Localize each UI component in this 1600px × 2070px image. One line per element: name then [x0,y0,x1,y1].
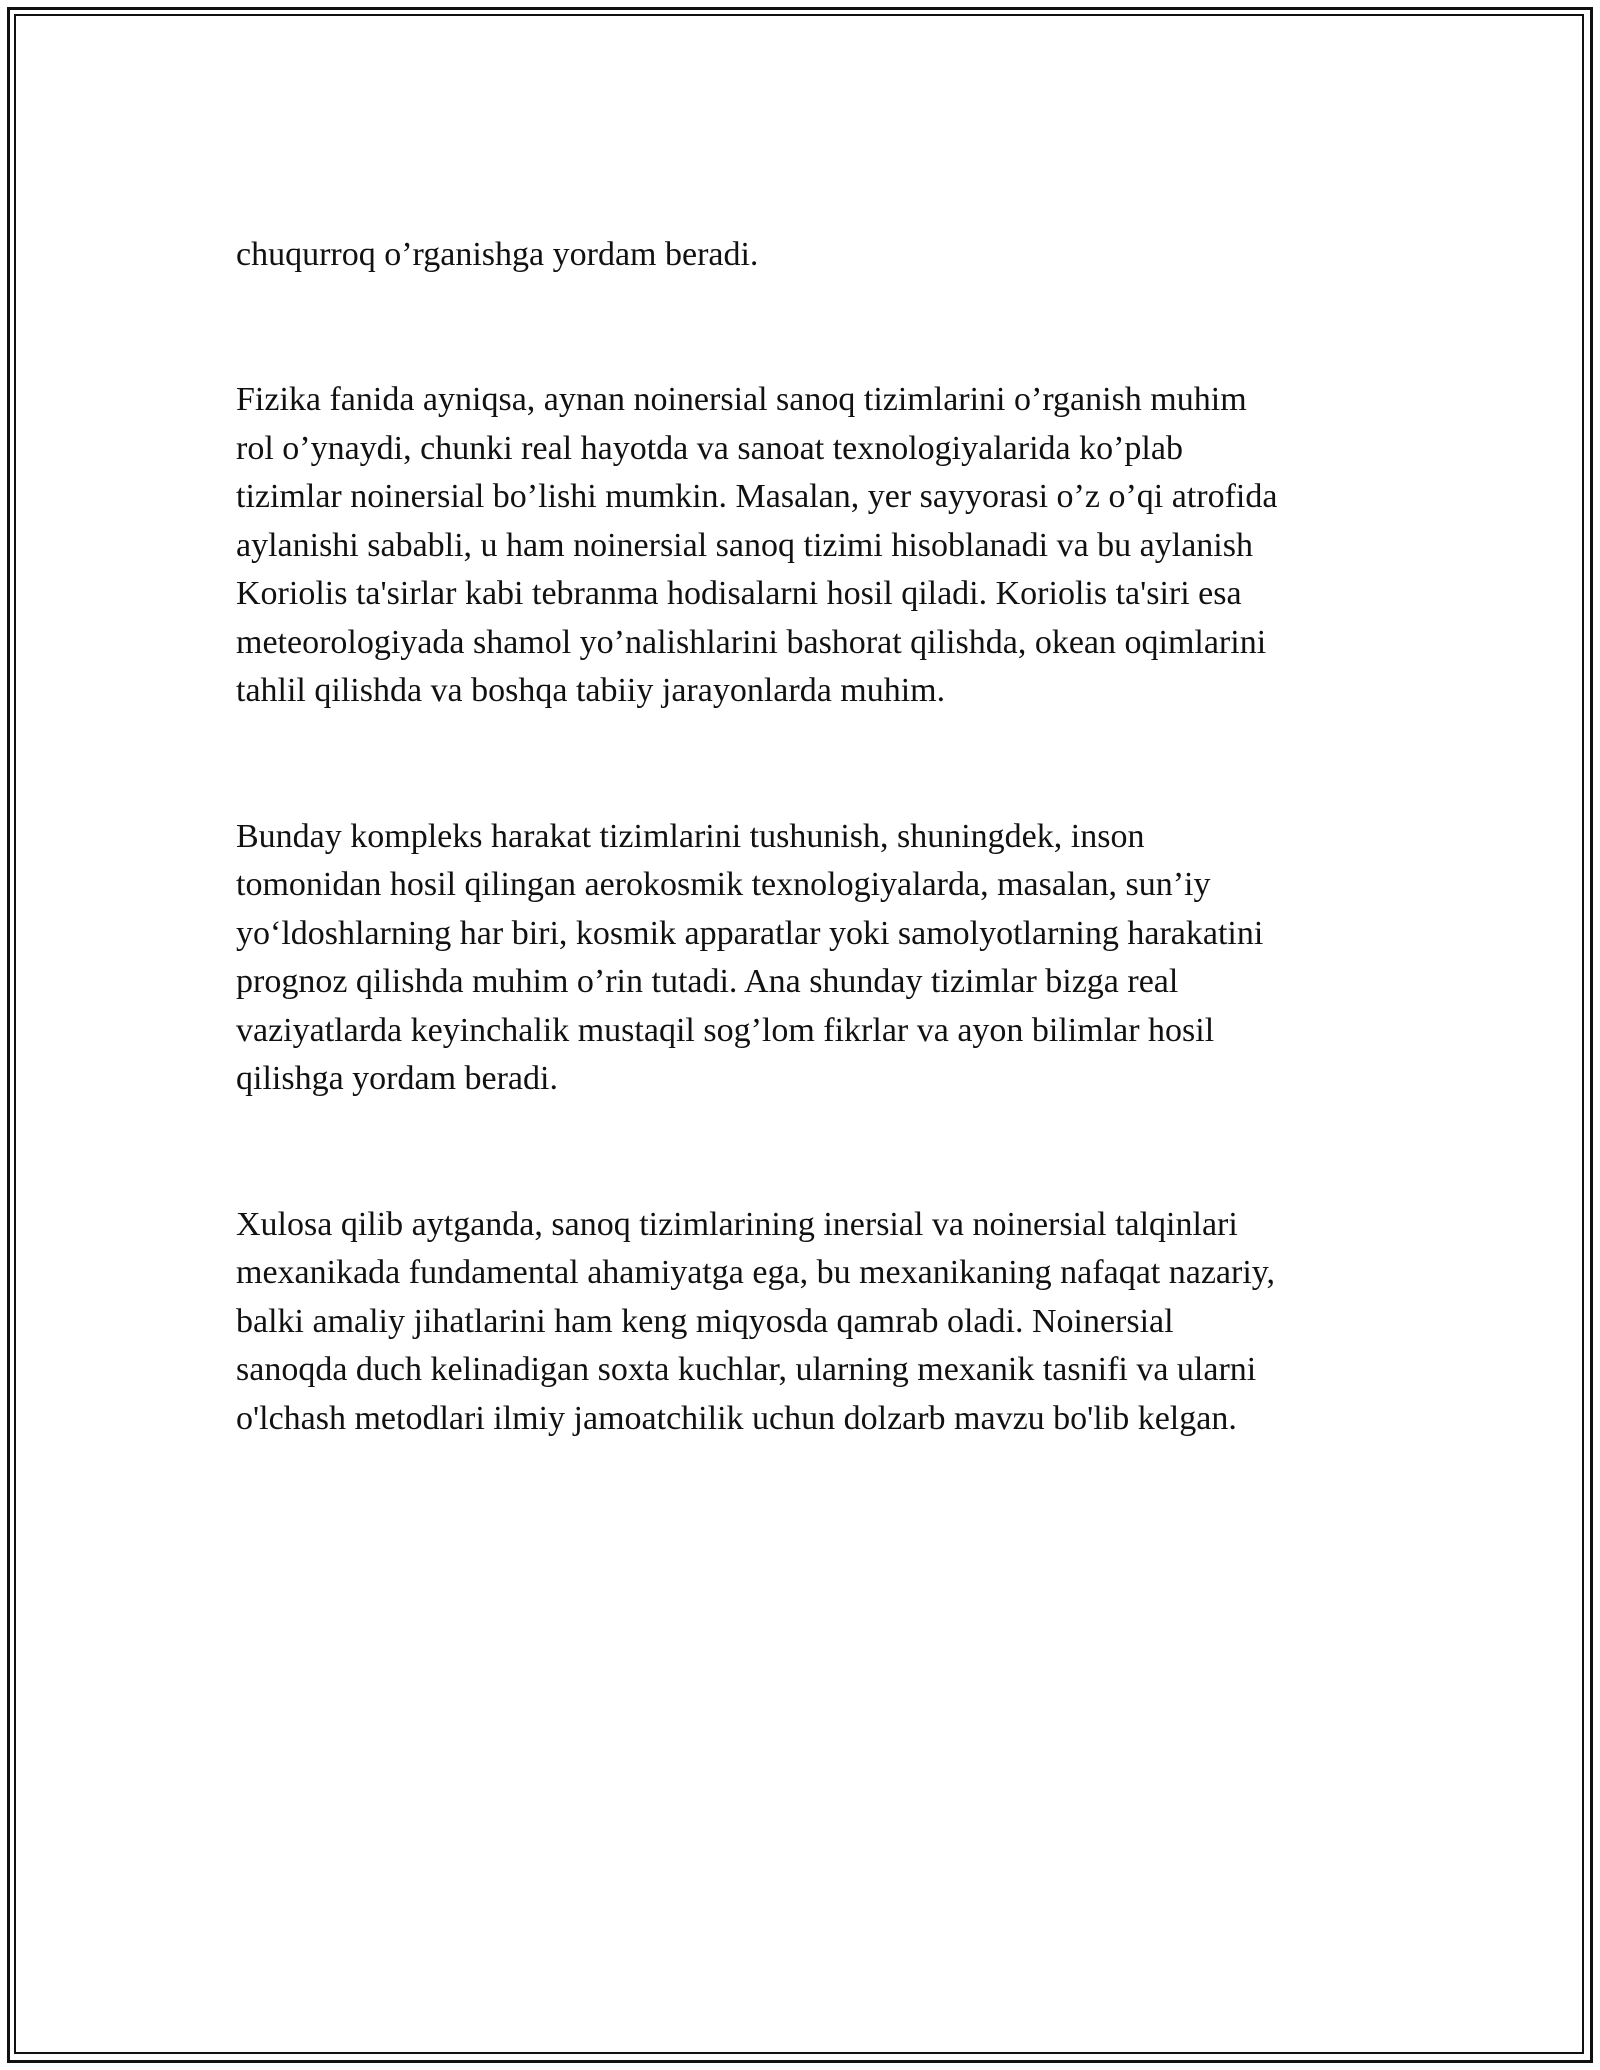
paragraph-noninertial-frames: Fizika fanida ayniqsa, aynan noinersial sanoq tizimlarini o’rganish muhim rol o’ynaydi, chunki real hayotda va sanoat texnologiyalarida ko’plab tizimlar noinersial bo’lishi mumkin. Masalan, yer sayyorasi o’z o’qi atrofida aylanishi sababli, u ham noinersial sanoq tizimi hisoblanadi va bu aylanish Koriolis ta'sirlar kabi tebranma hodisalarni hosil qiladi. Koriolis ta'siri esa meteorologiyada shamol yo’nalishlarini bashorat qilishda, okean oqimlarini tahlil qilishda va boshqa tabiiy jarayonlarda muhim. [236,381,1278,709]
paragraph-aerospace: Bunday kompleks harakat tizimlarini tushunish, shuningdek, inson tomonidan hosil qilingan aerokosmik texnologiyalarda, masalan, sun’iy yo‘ldoshlarning har biri, kosmik apparatlar yoki samolyotlarning harakatini prognoz qilishda muhim o’rin tutadi. Ana shunday tizimlar bizga real vaziyatlarda keyinchalik mustaqil sog’lom fikrlar va ayon bilimlar hosil qilishga yordam beradi. [236,817,1264,1097]
paragraph-conclusion: Xulosa qilib aytganda, sanoq tizimlarining inersial va noinersial talqinlari mexanikada fundamental ahamiyatga ega, bu mexanikaning nafaqat nazariy, balki amaliy jihatlarini ham keng miqyosda qamrab oladi. Noinersial sanoqda duch kelinadigan soxta kuchlar, ularning mexanik tasnifi va ularni o'lchash metodlari ilmiy jamoatchilik uchun dolzarb mavzu bo'lib kelgan. [236,1205,1276,1437]
paragraph-continuation: chuqurroq o’rganishga yordam beradi. [236,235,759,273]
document-body [236,182,1366,1540]
